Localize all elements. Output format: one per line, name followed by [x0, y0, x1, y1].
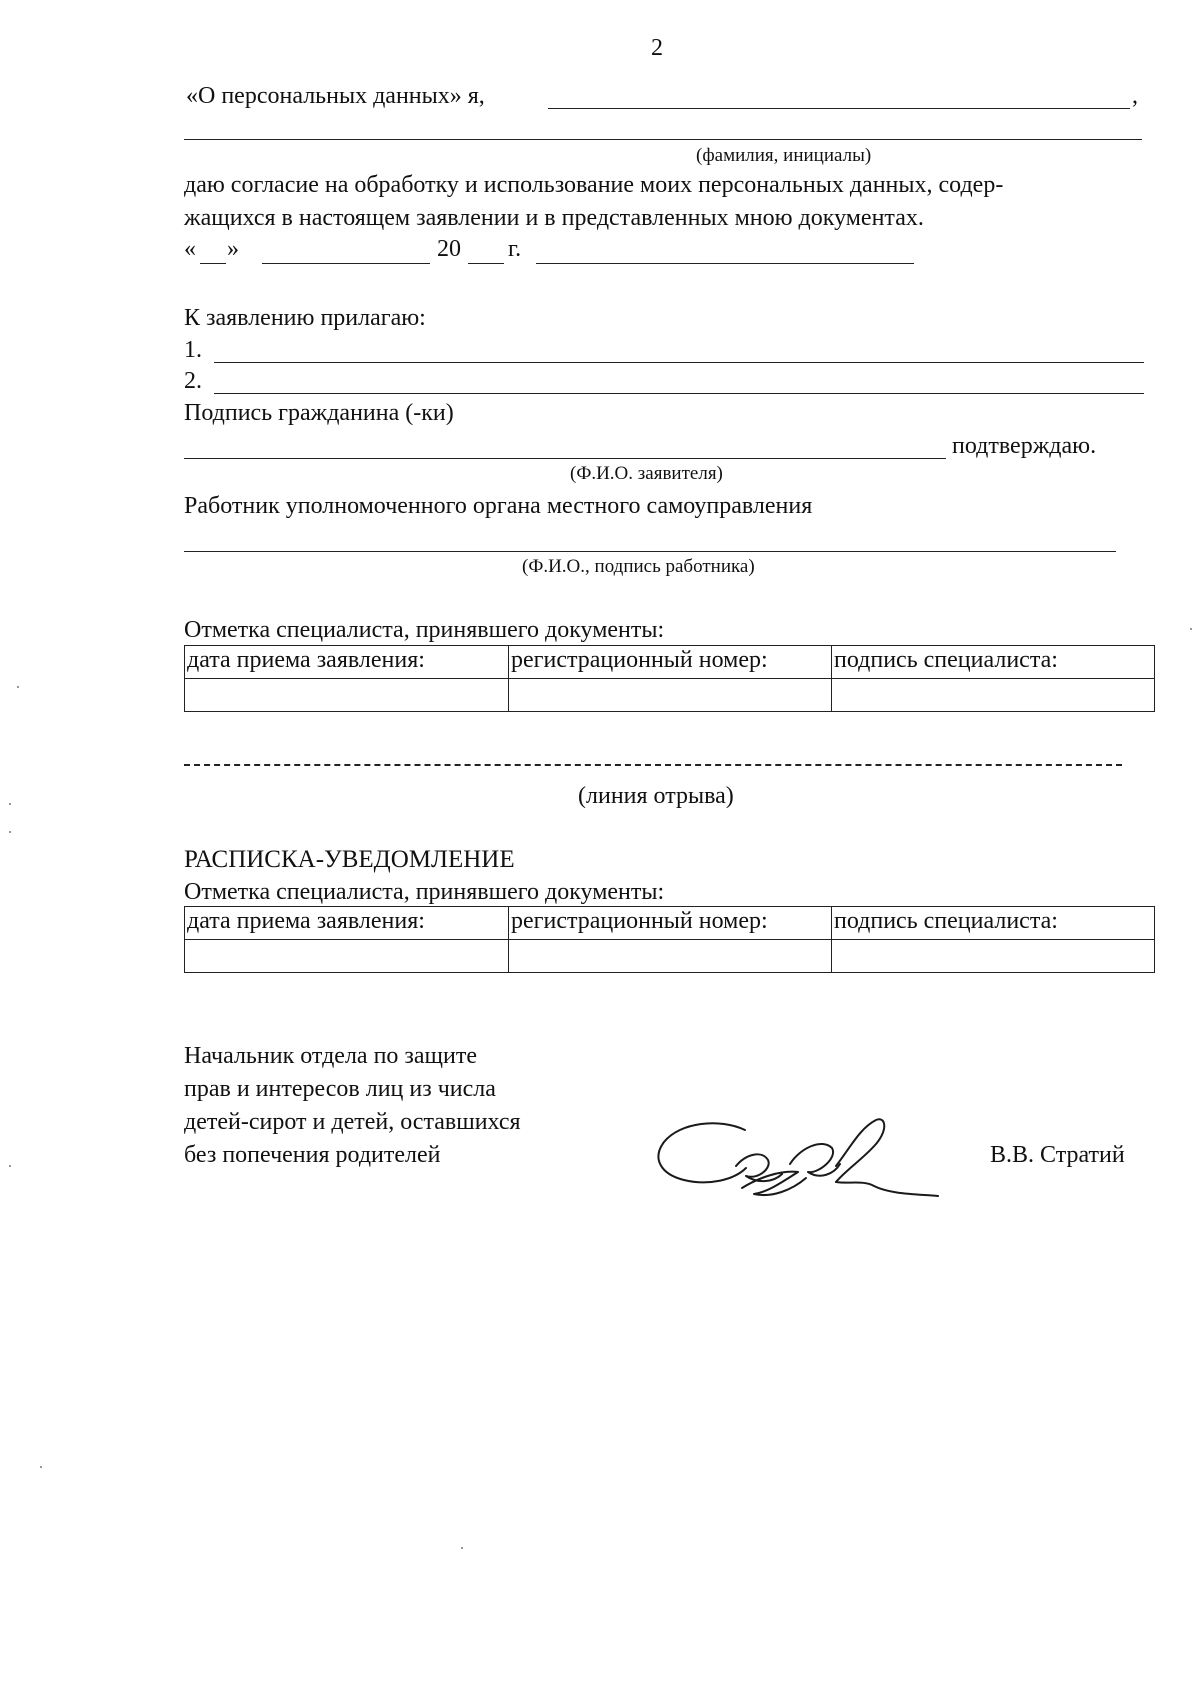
cell-reg-number[interactable]: [509, 940, 832, 973]
date-quote-open: «: [184, 236, 196, 262]
table-row: [185, 940, 1155, 973]
attachment-item-1-blank[interactable]: [214, 362, 1144, 363]
column-header-signature: подпись специалиста:: [832, 646, 1155, 679]
official-label: Работник уполномоченного органа местного самоуправления: [184, 493, 813, 519]
cell-signature[interactable]: [832, 679, 1155, 712]
consent-text-line-1: даю согласие на обработку и использование моих персональных данных, содер-: [184, 172, 1004, 198]
signatory-name: В.В. Стратий: [990, 1142, 1125, 1168]
month-blank[interactable]: [262, 263, 430, 264]
day-blank[interactable]: [200, 263, 226, 264]
page-number: 2: [651, 35, 663, 61]
caption-applicant-fio: (Ф.И.О. заявителя): [570, 463, 723, 484]
receipt-mark-table: [184, 906, 1155, 973]
cell-date[interactable]: [185, 679, 509, 712]
column-header-date: дата приема заявления:: [185, 907, 509, 940]
receipt-mark-label: Отметка специалиста, принявшего документы:: [184, 879, 665, 905]
scan-speck: [9, 1165, 11, 1167]
cell-reg-number[interactable]: [509, 679, 832, 712]
name-blank-line-2[interactable]: [184, 139, 1142, 140]
scan-speck: [17, 686, 19, 688]
table-row: [185, 679, 1155, 712]
specialist-mark-table: [184, 645, 1155, 712]
caption-surname-initials: (фамилия, инициалы): [696, 145, 872, 166]
consent-line-prefix: «О персональных данных» я,: [186, 83, 485, 109]
consent-line-comma: ,: [1132, 83, 1138, 109]
column-header-reg-number: регистрационный номер:: [509, 646, 832, 679]
official-fio-blank[interactable]: [184, 551, 1116, 552]
attachment-item-2-number: 2.: [184, 368, 202, 394]
column-header-date: дата приема заявления:: [185, 646, 509, 679]
column-header-signature: подпись специалиста:: [832, 907, 1155, 940]
receipt-title: РАСПИСКА-УВЕДОМЛЕНИЕ: [184, 846, 515, 873]
year-prefix: 20: [437, 236, 461, 262]
signatory-position-line-4: без попечения родителей: [184, 1142, 441, 1168]
column-header-reg-number: регистрационный номер:: [509, 907, 832, 940]
tear-line-caption: (линия отрыва): [578, 783, 734, 809]
handwritten-signature: [650, 1108, 940, 1208]
year-suffix: г.: [508, 236, 522, 262]
date-quote-close: »: [227, 236, 239, 262]
scan-speck: [40, 1466, 42, 1468]
scan-speck: [461, 1547, 463, 1549]
cell-date[interactable]: [185, 940, 509, 973]
citizen-fio-blank[interactable]: [184, 458, 946, 459]
confirm-text: подтверждаю.: [952, 433, 1097, 459]
consent-text-line-2: жащихся в настоящем заявлении и в представленных мною документах.: [184, 205, 924, 231]
scan-speck: [9, 831, 11, 833]
table-header-row: [185, 646, 1155, 679]
table-header-row: [185, 907, 1155, 940]
tear-line: [184, 764, 1122, 766]
attachments-heading: К заявлению прилагаю:: [184, 305, 426, 331]
scan-speck: [9, 803, 11, 805]
name-blank-line[interactable]: [548, 108, 1130, 109]
scan-speck: [1190, 628, 1192, 630]
attachment-item-2-blank[interactable]: [214, 393, 1144, 394]
citizen-signature-label: Подпись гражданина (-ки): [184, 400, 454, 426]
specialist-mark-label: Отметка специалиста, принявшего документы:: [184, 617, 665, 643]
caption-official-fio-signature: (Ф.И.О., подпись работника): [522, 556, 755, 577]
consent-signature-blank[interactable]: [536, 263, 914, 264]
signatory-position-line-3: детей-сирот и детей, оставшихся: [184, 1109, 521, 1135]
signatory-position-line-1: Начальник отдела по защите: [184, 1043, 478, 1069]
cell-signature[interactable]: [832, 940, 1155, 973]
attachment-item-1-number: 1.: [184, 337, 202, 363]
year-blank[interactable]: [468, 263, 504, 264]
signatory-position-line-2: прав и интересов лиц из числа: [184, 1076, 496, 1102]
